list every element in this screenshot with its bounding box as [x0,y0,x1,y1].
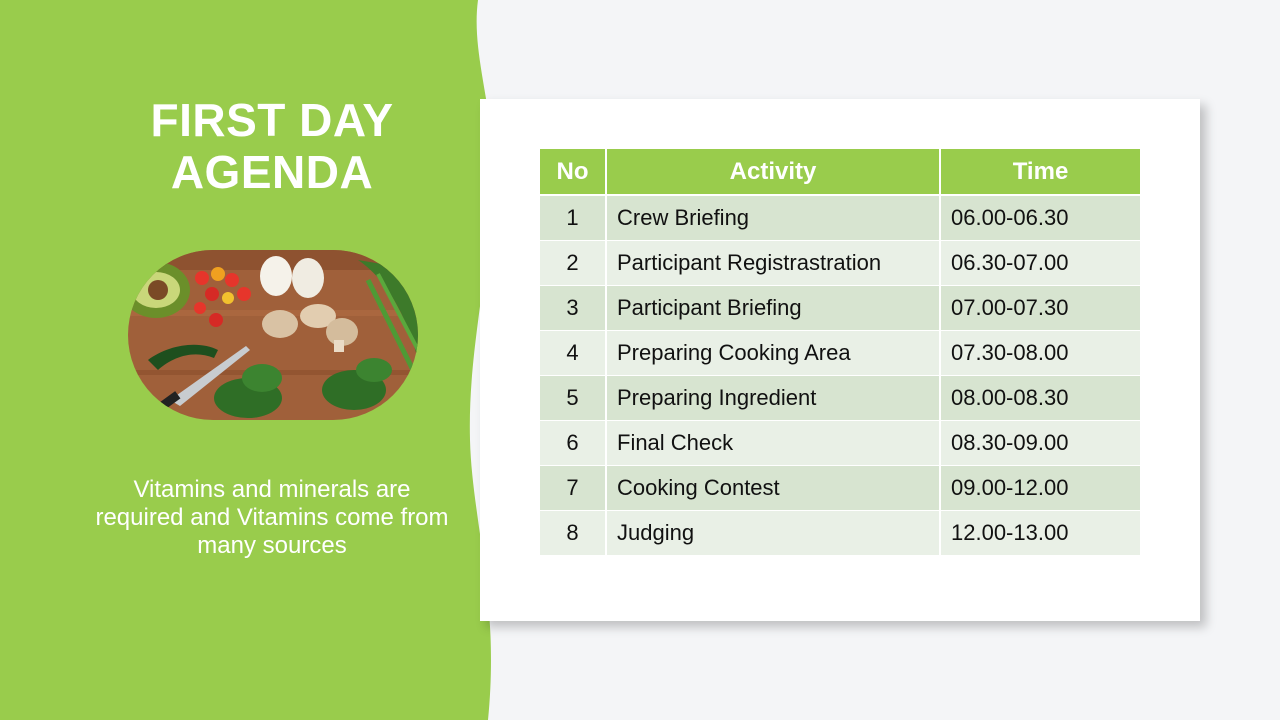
row-activity: Judging [606,510,940,555]
food-ingredients-photo [128,250,418,420]
header-activity: Activity [606,149,940,195]
row-activity: Final Check [606,420,940,465]
row-no: 2 [540,240,606,285]
row-time: 06.30-07.00 [940,240,1140,285]
agenda-card [480,99,1200,621]
table-row [540,420,1140,465]
row-activity: Participant Registrastration [606,240,940,285]
row-time: 08.30-09.00 [940,420,1140,465]
row-activity: Crew Briefing [606,195,940,240]
row-no: 3 [540,285,606,330]
row-no: 5 [540,375,606,420]
table-row [540,330,1140,375]
row-no: 7 [540,465,606,510]
table-row [540,285,1140,330]
slide-caption: Vitamins and minerals are required and Vitamins come from many sources [95,476,449,559]
food-ingredients-image [128,250,418,420]
row-time: 07.30-08.00 [940,330,1140,375]
row-activity: Participant Briefing [606,285,940,330]
row-time: 06.00-06.30 [940,195,1140,240]
table-row [540,240,1140,285]
title-line-1: FIRST DAY [150,94,394,146]
row-no: 6 [540,420,606,465]
slide-title [70,94,474,198]
title-line-2: AGENDA [170,146,374,198]
row-activity: Cooking Contest [606,465,940,510]
table-row [540,375,1140,420]
header-no: No [540,149,606,195]
table-row [540,195,1140,240]
row-time: 08.00-08.30 [940,375,1140,420]
header-time: Time [940,149,1140,195]
row-time: 12.00-13.00 [940,510,1140,555]
row-activity: Preparing Ingredient [606,375,940,420]
row-time: 09.00-12.00 [940,465,1140,510]
row-no: 4 [540,330,606,375]
row-time: 07.00-07.30 [940,285,1140,330]
table-row [540,465,1140,510]
row-activity: Preparing Cooking Area [606,330,940,375]
agenda-table [540,149,1140,556]
table-header-row [540,149,1140,195]
row-no: 1 [540,195,606,240]
row-no: 8 [540,510,606,555]
table-row [540,510,1140,555]
